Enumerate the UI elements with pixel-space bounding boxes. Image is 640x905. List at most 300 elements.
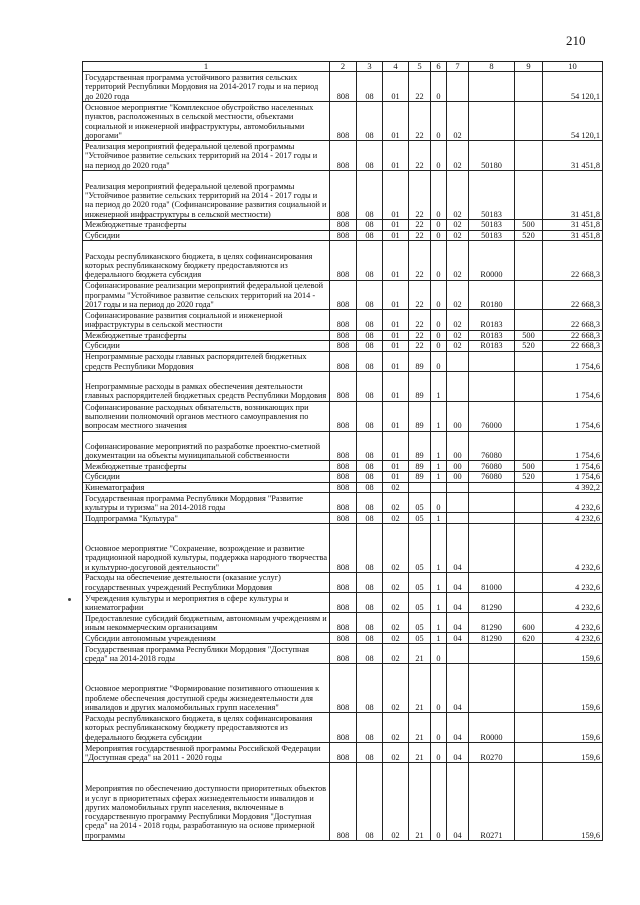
row-amount: 22 668,3 xyxy=(543,310,603,330)
code-subsection: 01 xyxy=(383,401,409,431)
code-expense-type xyxy=(515,351,543,371)
code-activity: 00 xyxy=(447,401,469,431)
row-name: Реализация мероприятий федеральной целевой программы "Устойчивое развитие сельских территорий на 2014 - 2017 годы и на период до 2020 года" (Софинансирование развития социальной и инженерной инфраструктуры в сельской местности) xyxy=(83,170,330,219)
code-subsection: 01 xyxy=(383,461,409,472)
table-row xyxy=(83,101,603,140)
code-ministry: 808 xyxy=(330,523,357,572)
code-direction xyxy=(469,513,515,524)
col-header: 6 xyxy=(431,62,447,72)
table-row xyxy=(83,310,603,330)
code-expense-type xyxy=(515,170,543,219)
code-program: 05 xyxy=(409,572,431,592)
row-name: Мероприятия государственной программы Российской Федерации "Доступная среда" на 2011 - 2020 годы xyxy=(83,743,330,763)
code-subprogram: 0 xyxy=(431,763,447,841)
row-amount: 4 232,6 xyxy=(543,513,603,524)
code-activity: 04 xyxy=(447,633,469,644)
code-activity: 00 xyxy=(447,431,469,461)
budget-table xyxy=(82,61,603,841)
row-amount: 159,6 xyxy=(543,713,603,743)
code-direction: 50183 xyxy=(469,219,515,230)
row-amount: 1 754,6 xyxy=(543,431,603,461)
code-ministry: 808 xyxy=(330,461,357,472)
code-subsection: 01 xyxy=(383,280,409,310)
code-subsection: 02 xyxy=(383,572,409,592)
row-name: Реализация мероприятий федеральной целевой программы "Устойчивое развитие сельских территорий на 2014 - 2017 годы и на период до 2020 года" xyxy=(83,141,330,171)
code-expense-type xyxy=(515,664,543,713)
table-body xyxy=(83,72,603,841)
code-ministry: 808 xyxy=(330,310,357,330)
code-program: 05 xyxy=(409,613,431,633)
code-subsection: 01 xyxy=(383,341,409,352)
table-row xyxy=(83,351,603,371)
row-name: Кинематография xyxy=(83,482,330,493)
table-row xyxy=(83,330,603,341)
code-program: 89 xyxy=(409,351,431,371)
code-direction xyxy=(469,644,515,664)
code-subsection: 02 xyxy=(383,664,409,713)
code-activity: 02 xyxy=(447,141,469,171)
code-program: 05 xyxy=(409,513,431,524)
code-subsection: 01 xyxy=(383,371,409,401)
code-section: 08 xyxy=(357,471,383,482)
code-subsection: 02 xyxy=(383,493,409,513)
code-section: 08 xyxy=(357,572,383,592)
code-ministry: 808 xyxy=(330,141,357,171)
code-section: 08 xyxy=(357,493,383,513)
code-section: 08 xyxy=(357,613,383,633)
row-name: Основное мероприятие "Сохранение, возрождение и развитие традиционной народной культуры, поддержка народного творчества и культурно-досуговой деятельности" xyxy=(83,523,330,572)
code-program: 22 xyxy=(409,141,431,171)
code-direction: R0180 xyxy=(469,280,515,310)
code-subprogram: 1 xyxy=(431,471,447,482)
code-subsection: 01 xyxy=(383,230,409,241)
code-subprogram: 1 xyxy=(431,593,447,613)
code-direction: 50180 xyxy=(469,141,515,171)
code-subprogram xyxy=(431,482,447,493)
code-ministry: 808 xyxy=(330,72,357,102)
code-subsection: 02 xyxy=(383,613,409,633)
table-row xyxy=(83,280,603,310)
code-ministry: 808 xyxy=(330,431,357,461)
code-direction: 81290 xyxy=(469,593,515,613)
table-row xyxy=(83,170,603,219)
code-direction: R0270 xyxy=(469,743,515,763)
code-section: 08 xyxy=(357,371,383,401)
code-activity: 04 xyxy=(447,763,469,841)
code-ministry: 808 xyxy=(330,330,357,341)
code-direction: R0000 xyxy=(469,713,515,743)
code-section: 08 xyxy=(357,219,383,230)
code-program xyxy=(409,482,431,493)
code-subprogram: 1 xyxy=(431,371,447,401)
row-amount: 4 232,6 xyxy=(543,633,603,644)
code-expense-type xyxy=(515,644,543,664)
row-name: Субсидии xyxy=(83,230,330,241)
code-activity xyxy=(447,644,469,664)
table-row xyxy=(83,482,603,493)
code-expense-type xyxy=(515,371,543,401)
code-subprogram: 0 xyxy=(431,310,447,330)
code-subprogram: 1 xyxy=(431,431,447,461)
code-subprogram: 0 xyxy=(431,280,447,310)
code-activity: 02 xyxy=(447,330,469,341)
code-direction: R0183 xyxy=(469,341,515,352)
code-ministry: 808 xyxy=(330,482,357,493)
table-row xyxy=(83,141,603,171)
code-subprogram: 0 xyxy=(431,330,447,341)
col-header: 5 xyxy=(409,62,431,72)
code-ministry: 808 xyxy=(330,401,357,431)
code-section: 08 xyxy=(357,280,383,310)
col-header: 4 xyxy=(383,62,409,72)
code-expense-type xyxy=(515,572,543,592)
row-name: Непрограммные расходы в рамках обеспечения деятельности главных распорядителей бюджетных средств Республики Мордовия xyxy=(83,371,330,401)
code-section: 08 xyxy=(357,664,383,713)
table-row xyxy=(83,371,603,401)
row-amount: 31 451,8 xyxy=(543,230,603,241)
row-amount: 22 668,3 xyxy=(543,241,603,280)
code-expense-type: 500 xyxy=(515,461,543,472)
code-subprogram: 0 xyxy=(431,230,447,241)
row-amount: 159,6 xyxy=(543,743,603,763)
code-subsection: 02 xyxy=(383,633,409,644)
table-row xyxy=(83,613,603,633)
code-ministry: 808 xyxy=(330,743,357,763)
code-subprogram: 0 xyxy=(431,219,447,230)
code-subprogram: 0 xyxy=(431,644,447,664)
code-subsection: 01 xyxy=(383,72,409,102)
row-amount: 31 451,8 xyxy=(543,170,603,219)
code-direction: 81290 xyxy=(469,633,515,644)
code-activity: 02 xyxy=(447,310,469,330)
code-subsection: 01 xyxy=(383,431,409,461)
code-section: 08 xyxy=(357,644,383,664)
code-direction: 76080 xyxy=(469,431,515,461)
code-activity: 02 xyxy=(447,101,469,140)
code-ministry: 808 xyxy=(330,371,357,401)
header-row xyxy=(83,62,603,72)
code-subsection: 01 xyxy=(383,101,409,140)
code-expense-type xyxy=(515,310,543,330)
code-expense-type xyxy=(515,431,543,461)
row-name: Субсидии автономным учреждениям xyxy=(83,633,330,644)
row-name: Межбюджетные трансферты xyxy=(83,461,330,472)
code-ministry: 808 xyxy=(330,713,357,743)
code-program: 89 xyxy=(409,371,431,401)
code-section: 08 xyxy=(357,341,383,352)
code-expense-type xyxy=(515,141,543,171)
scan-speck xyxy=(68,598,71,601)
row-name: Подпрограмма "Культура" xyxy=(83,513,330,524)
code-program: 21 xyxy=(409,713,431,743)
code-section: 08 xyxy=(357,482,383,493)
code-section: 08 xyxy=(357,72,383,102)
row-name: Расходы республиканского бюджета, в целях софинансирования которых республиканскому бюджету предоставляются из федерального бюджета субсидии xyxy=(83,713,330,743)
code-direction xyxy=(469,371,515,401)
code-subsection: 01 xyxy=(383,330,409,341)
row-amount: 4 232,6 xyxy=(543,523,603,572)
code-section: 08 xyxy=(357,351,383,371)
code-expense-type xyxy=(515,523,543,572)
code-subsection: 01 xyxy=(383,141,409,171)
table-row xyxy=(83,513,603,524)
code-subprogram: 0 xyxy=(431,101,447,140)
code-ministry: 808 xyxy=(330,230,357,241)
row-name: Непрограммные расходы главных распорядителей бюджетных средств Республики Мордовия xyxy=(83,351,330,371)
code-direction: R0000 xyxy=(469,241,515,280)
code-subprogram: 0 xyxy=(431,72,447,102)
row-amount: 4 232,6 xyxy=(543,572,603,592)
code-expense-type xyxy=(515,101,543,140)
table-row xyxy=(83,241,603,280)
code-subsection: 02 xyxy=(383,482,409,493)
code-subprogram: 0 xyxy=(431,170,447,219)
row-name: Учреждения культуры и мероприятия в сфере культуры и кинематографии xyxy=(83,593,330,613)
code-direction: 76080 xyxy=(469,471,515,482)
table-row xyxy=(83,713,603,743)
code-program: 22 xyxy=(409,230,431,241)
code-subsection: 02 xyxy=(383,523,409,572)
row-name: Мероприятия по обеспечению доступности приоритетных объектов и услуг в приоритетных сферах жизнедеятельности инвалидов и других маломобильных групп населения, включенные в государственную программу Республики Мордовия "Доступная среда" на 2014 - 2018 годы, разработанную на основе примерной программы xyxy=(83,763,330,841)
row-amount: 4 232,6 xyxy=(543,593,603,613)
code-direction: 50183 xyxy=(469,170,515,219)
code-subprogram: 1 xyxy=(431,633,447,644)
code-program: 89 xyxy=(409,471,431,482)
code-activity: 02 xyxy=(447,280,469,310)
code-subprogram: 1 xyxy=(431,401,447,431)
code-activity xyxy=(447,482,469,493)
code-program: 05 xyxy=(409,593,431,613)
code-subprogram: 0 xyxy=(431,341,447,352)
code-ministry: 808 xyxy=(330,513,357,524)
code-ministry: 808 xyxy=(330,101,357,140)
row-amount: 4 392,2 xyxy=(543,482,603,493)
code-program: 22 xyxy=(409,101,431,140)
code-subprogram: 1 xyxy=(431,461,447,472)
code-activity: 02 xyxy=(447,230,469,241)
code-direction: 50183 xyxy=(469,230,515,241)
code-expense-type xyxy=(515,743,543,763)
row-name: Межбюджетные трансферты xyxy=(83,330,330,341)
code-expense-type: 500 xyxy=(515,330,543,341)
code-program: 22 xyxy=(409,341,431,352)
code-expense-type: 520 xyxy=(515,471,543,482)
code-program: 89 xyxy=(409,461,431,472)
code-ministry: 808 xyxy=(330,241,357,280)
code-direction: R0183 xyxy=(469,310,515,330)
code-program: 89 xyxy=(409,431,431,461)
row-name: Расходы на обеспечение деятельности (оказание услуг) государственных учреждений Республики Мордовия xyxy=(83,572,330,592)
row-amount: 1 754,6 xyxy=(543,401,603,431)
table-row xyxy=(83,72,603,102)
code-subprogram: 0 xyxy=(431,351,447,371)
table-row xyxy=(83,593,603,613)
code-ministry: 808 xyxy=(330,471,357,482)
row-name: Субсидии xyxy=(83,471,330,482)
row-name: Основное мероприятие "Комплексное обустройство населенных пунктов, расположенных в сельской местности, объектами социальной и инженерной инфраструктуры, автомобильными дорогами" xyxy=(83,101,330,140)
code-section: 08 xyxy=(357,101,383,140)
code-subsection: 02 xyxy=(383,743,409,763)
code-subsection: 01 xyxy=(383,351,409,371)
table-row xyxy=(83,763,603,841)
code-section: 08 xyxy=(357,593,383,613)
row-name: Государственная программа Республики Мордовия "Доступная среда" на 2014-2018 годы xyxy=(83,644,330,664)
row-amount: 4 232,6 xyxy=(543,493,603,513)
row-amount: 31 451,8 xyxy=(543,141,603,171)
code-program: 22 xyxy=(409,280,431,310)
code-expense-type: 600 xyxy=(515,613,543,633)
row-name: Софинансирование расходных обязательств, возникающих при выполнении полномочий органов местного самоуправления по вопросам местного значения xyxy=(83,401,330,431)
code-expense-type xyxy=(515,280,543,310)
table-row xyxy=(83,431,603,461)
code-activity: 00 xyxy=(447,471,469,482)
code-expense-type xyxy=(515,493,543,513)
code-subprogram: 0 xyxy=(431,743,447,763)
code-activity: 02 xyxy=(447,241,469,280)
code-section: 08 xyxy=(357,141,383,171)
table-row xyxy=(83,523,603,572)
code-program: 89 xyxy=(409,401,431,431)
code-direction xyxy=(469,664,515,713)
code-expense-type xyxy=(515,593,543,613)
code-ministry: 808 xyxy=(330,280,357,310)
table-row xyxy=(83,461,603,472)
col-header: 1 xyxy=(83,62,330,72)
table-row xyxy=(83,341,603,352)
code-section: 08 xyxy=(357,170,383,219)
code-program: 22 xyxy=(409,310,431,330)
code-subprogram: 1 xyxy=(431,523,447,572)
code-section: 08 xyxy=(357,431,383,461)
table-row xyxy=(83,664,603,713)
code-activity: 04 xyxy=(447,572,469,592)
code-direction: 76000 xyxy=(469,401,515,431)
code-program: 05 xyxy=(409,633,431,644)
row-amount: 22 668,3 xyxy=(543,330,603,341)
code-ministry: 808 xyxy=(330,633,357,644)
table-row xyxy=(83,219,603,230)
code-program: 22 xyxy=(409,241,431,280)
row-amount: 159,6 xyxy=(543,664,603,713)
code-section: 08 xyxy=(357,633,383,644)
code-subprogram: 0 xyxy=(431,493,447,513)
code-expense-type xyxy=(515,241,543,280)
code-section: 08 xyxy=(357,401,383,431)
code-section: 08 xyxy=(357,241,383,280)
code-activity xyxy=(447,371,469,401)
code-activity: 04 xyxy=(447,593,469,613)
code-ministry: 808 xyxy=(330,664,357,713)
col-header: 2 xyxy=(330,62,357,72)
col-header: 9 xyxy=(515,62,543,72)
code-activity: 02 xyxy=(447,170,469,219)
code-activity: 02 xyxy=(447,219,469,230)
code-expense-type xyxy=(515,713,543,743)
code-activity: 04 xyxy=(447,523,469,572)
code-section: 08 xyxy=(357,461,383,472)
code-expense-type: 520 xyxy=(515,341,543,352)
code-expense-type xyxy=(515,513,543,524)
code-program: 21 xyxy=(409,743,431,763)
table-row xyxy=(83,644,603,664)
code-expense-type xyxy=(515,482,543,493)
page-number: 210 xyxy=(566,33,586,48)
row-amount: 54 120,1 xyxy=(543,101,603,140)
code-activity: 00 xyxy=(447,461,469,472)
code-activity: 04 xyxy=(447,713,469,743)
code-subsection: 01 xyxy=(383,241,409,280)
row-amount: 4 232,6 xyxy=(543,613,603,633)
table-row xyxy=(83,230,603,241)
code-ministry: 808 xyxy=(330,572,357,592)
code-section: 08 xyxy=(357,230,383,241)
table-row xyxy=(83,493,603,513)
code-activity: 04 xyxy=(447,613,469,633)
code-ministry: 808 xyxy=(330,170,357,219)
code-program: 22 xyxy=(409,330,431,341)
code-direction xyxy=(469,523,515,572)
code-section: 08 xyxy=(357,743,383,763)
row-amount: 1 754,6 xyxy=(543,461,603,472)
code-subsection: 02 xyxy=(383,593,409,613)
row-amount: 1 754,6 xyxy=(543,371,603,401)
code-program: 22 xyxy=(409,219,431,230)
code-subprogram: 0 xyxy=(431,141,447,171)
code-ministry: 808 xyxy=(330,351,357,371)
code-direction xyxy=(469,351,515,371)
col-header: 3 xyxy=(357,62,383,72)
table-row xyxy=(83,471,603,482)
code-expense-type xyxy=(515,72,543,102)
code-direction xyxy=(469,72,515,102)
code-section: 08 xyxy=(357,713,383,743)
code-subprogram: 1 xyxy=(431,513,447,524)
code-subsection: 01 xyxy=(383,170,409,219)
code-subsection: 01 xyxy=(383,310,409,330)
col-header: 7 xyxy=(447,62,469,72)
code-section: 08 xyxy=(357,763,383,841)
row-amount: 159,6 xyxy=(543,644,603,664)
code-subprogram: 0 xyxy=(431,664,447,713)
code-activity: 02 xyxy=(447,341,469,352)
code-subprogram: 1 xyxy=(431,613,447,633)
table-row xyxy=(83,401,603,431)
code-program: 21 xyxy=(409,763,431,841)
code-section: 08 xyxy=(357,513,383,524)
code-activity: 04 xyxy=(447,743,469,763)
code-direction: 81000 xyxy=(469,572,515,592)
code-subsection: 02 xyxy=(383,644,409,664)
row-name: Основное мероприятие "Формирование позитивного отношения к проблеме обеспечения доступной среды жизнедеятельности для инвалидов и других маломобильных групп населения" xyxy=(83,664,330,713)
row-name: Софинансирование развития социальной и инженерной инфраструктуры в сельской местности xyxy=(83,310,330,330)
code-program: 22 xyxy=(409,170,431,219)
code-ministry: 808 xyxy=(330,341,357,352)
code-section: 08 xyxy=(357,523,383,572)
code-expense-type: 500 xyxy=(515,219,543,230)
table-row xyxy=(83,743,603,763)
code-subsection: 01 xyxy=(383,219,409,230)
code-direction: R0271 xyxy=(469,763,515,841)
row-name: Предоставление субсидий бюджетным, автономным учреждениям и иным некоммерческим организациям xyxy=(83,613,330,633)
code-direction: R0183 xyxy=(469,330,515,341)
col-header: 10 xyxy=(543,62,603,72)
code-ministry: 808 xyxy=(330,613,357,633)
row-amount: 22 668,3 xyxy=(543,341,603,352)
code-program: 05 xyxy=(409,523,431,572)
code-ministry: 808 xyxy=(330,219,357,230)
col-header: 8 xyxy=(469,62,515,72)
code-program: 22 xyxy=(409,72,431,102)
